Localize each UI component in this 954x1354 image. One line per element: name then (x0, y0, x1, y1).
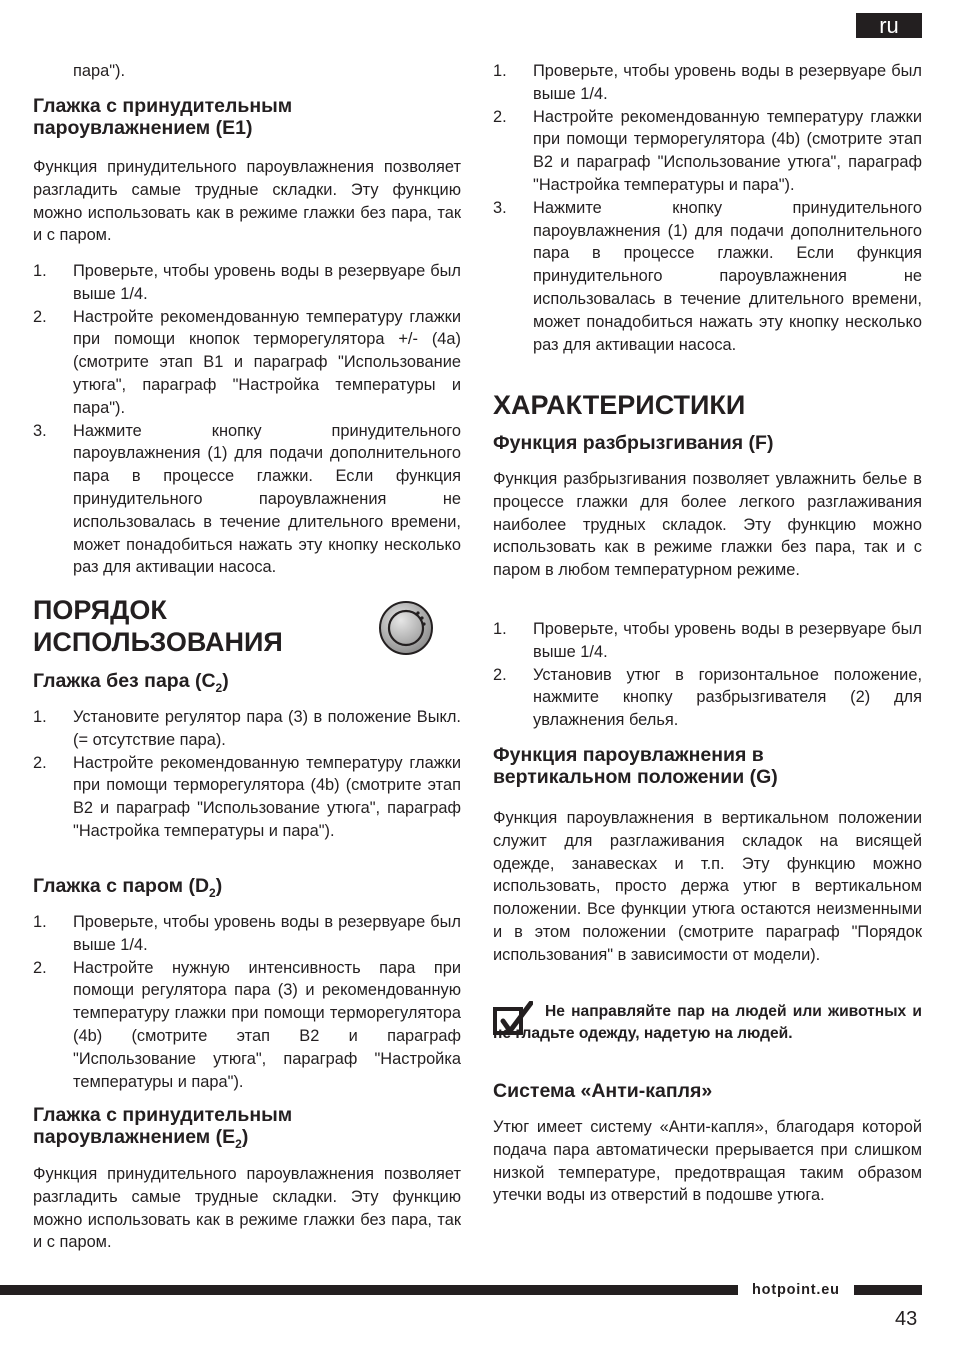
list-item (33, 420, 461, 580)
list-item (33, 957, 461, 1094)
anti-drip-paragraph: Утюг имеет систему «Анти-капля», благодаря которой подача пара автоматически прерывается при слишком низкой температуре, предотвращая таким образом утечки воды из отверстий в подошве утюга. (493, 1118, 922, 1205)
section-title-text: пароувлажнением (E (33, 1126, 236, 1148)
section-title-line: вертикальном положении (G) (493, 766, 778, 788)
list-item-text: Установив утюг в горизонтальное положение, нажмите кнопку разбрызгивателя (2) для увлажнения белья. (533, 665, 922, 730)
list-item (493, 618, 922, 664)
list-item-text: Настройте нужную интенсивность пара при помощи регулятора пара (3) и рекомендованную температуру глажки при помощи терморегулятора (4b) (смотрите этап B2 и параграф "Использование утюга", параграф "Настройка температуры и пара"). (73, 958, 461, 1091)
section-title-text: Глажка без пара (C (33, 670, 216, 692)
warning-text: Не направляйте пар на людей или животных и не гладьте одежду, надетую на людей. (493, 1003, 922, 1042)
list-item-text: Проверьте, чтобы уровень воды в резервуаре был выше 1/4. (73, 262, 461, 303)
d2-steps-list (33, 911, 461, 1093)
list-item-text: Проверьте, чтобы уровень воды в резервуаре был выше 1/4. (73, 913, 461, 954)
section-title-line: пароувлажнением (E1) (33, 117, 253, 139)
language-badge: ru (856, 13, 922, 38)
f-paragraph: Функция разбрызгивания позволяет увлажнить белье в процессе глажки для более легкого разглаживания наиболее трудных складок. Эту функцию можно использовать как в режиме глажки без пара, так и с паром в любом температурном режиме. (493, 470, 922, 580)
features-title: ХАРАКТЕРИСТИКИ (493, 390, 746, 420)
check-warning-icon (493, 1001, 533, 1037)
section-title-anti-drip: Система «Анти-капля» (493, 1080, 713, 1102)
list-item-text: Нажмите кнопку принудительного пароувлажнения (1) для подачи дополнительного пара в процессе глажки. Если функция принудительного пароувлажнения не использовалась в течение длительного времени, может понадобиться нажать эту кнопку несколько раз для активации насоса. (533, 198, 922, 354)
section-title-f: Функция разбрызгивания (F) (493, 432, 774, 454)
list-item (33, 706, 461, 752)
footer-bar (854, 1285, 922, 1295)
section-title-text: Глажка с паром (D (33, 875, 210, 897)
warning-block (493, 1001, 922, 1044)
section-title-text: ) (215, 875, 223, 897)
list-item-number: 3. (493, 198, 507, 217)
usage-title-line: ИСПОЛЬЗОВАНИЯ (33, 627, 283, 657)
list-item-text: Проверьте, чтобы уровень воды в резервуаре был выше 1/4. (533, 620, 922, 661)
e2-paragraph: Функция принудительного пароувлажнения позволяет разгладить самые трудные складки. Эту функцию можно использовать как в режиме глажки без пара, так и с паром. (33, 1165, 461, 1252)
e1-steps-list (33, 260, 461, 579)
section-title-line: Глажка с принудительным (33, 1104, 293, 1126)
section-title-text: ) (241, 1126, 249, 1148)
brand-url: hotpoint.eu (752, 1282, 840, 1298)
list-item-text: Настройте рекомендованную температуру глажки при помощи терморегулятора (4b) (смотрите этап B2 и параграф "Использование утюга", параграф "Настройка температуры и пара"). (73, 753, 461, 840)
subscript: 2 (209, 885, 216, 900)
list-item (33, 752, 461, 843)
section-title-line: Функция пароувлажнения в (493, 744, 764, 766)
list-item-number: 1. (33, 262, 47, 280)
steam-dial-icon (378, 600, 434, 656)
continued-text: пара"). (73, 62, 126, 80)
list-item-number: 1. (33, 913, 47, 931)
list-item-text: Настройте рекомендованную температуру глажки при помощи терморегулятора (4b) (смотрите этап B2 и параграф "Использование утюга", параграф "Настройка температуры и пара"). (533, 107, 922, 194)
list-item-number: 1. (33, 708, 47, 726)
section-title-line: Глажка с принудительным (33, 95, 293, 117)
list-item-number: 1. (493, 620, 507, 638)
section-title-c2 (33, 670, 461, 699)
list-item-text: Нажмите кнопку принудительного пароувлажнения (1) для подачи дополнительного пара в процессе глажки. Если функция принудительного пароувлажнения не использовалась в течение длительного времени, может понадобиться нажать эту кнопку несколько раз для активации насоса. (73, 421, 461, 577)
list-item-text: Настройте рекомендованную температуру глажки при помощи кнопок терморегулятора +/- (4a) (смотрите этап B1 и параграф "Использование утюга", параграф "Настройка температуры и пара"). (73, 307, 461, 417)
subscript: 2 (215, 680, 223, 695)
list-item-text: Проверьте, чтобы уровень воды в резервуаре был выше 1/4. (533, 62, 922, 103)
list-item-number: 2. (493, 665, 507, 684)
list-item-number: 2. (33, 958, 47, 977)
list-item (493, 197, 922, 357)
e1-paragraph: Функция принудительного пароувлажнения позволяет разгладить самые трудные складки. Эту функцию можно использовать как в режиме глажки без пара, так и с паром. (33, 158, 461, 245)
c2-steps-list (33, 706, 461, 843)
list-item (33, 911, 461, 957)
section-title-e2 (33, 1104, 461, 1155)
f-steps-list (493, 618, 922, 732)
e2-steps-list (493, 60, 922, 356)
list-item-number: 2. (33, 753, 47, 772)
section-title-g (493, 744, 922, 788)
list-item (493, 106, 922, 197)
usage-title-line: ПОРЯДОК (33, 595, 167, 625)
list-item-number: 2. (493, 107, 507, 126)
list-item (493, 60, 922, 106)
section-title-text: ) (222, 670, 229, 692)
list-item-text: Установите регулятор пара (3) в положение Выкл. (= отсутствие пара). (73, 708, 461, 749)
list-item (493, 664, 922, 732)
g-paragraph: Функция пароувлажнения в вертикальном положении служит для разглаживания складок на висящей одежде, занавесках и т.п. Эту функцию можно использовать, просто держа утюг в вертикальном положении. Все функции утюга остаются неизменными и в этом положении (смотрите параграф "Порядок использования" в зависимости от модели). (493, 809, 922, 964)
list-item-number: 3. (33, 421, 47, 440)
footer-bar (0, 1285, 738, 1295)
page-number: 43 (895, 1308, 918, 1330)
section-title-e1 (33, 95, 461, 139)
list-item (33, 306, 461, 420)
subscript: 2 (235, 1136, 242, 1151)
list-item-number: 2. (33, 307, 47, 326)
list-item-number: 1. (493, 62, 507, 80)
list-item (33, 260, 461, 306)
section-title-d2 (33, 875, 461, 904)
